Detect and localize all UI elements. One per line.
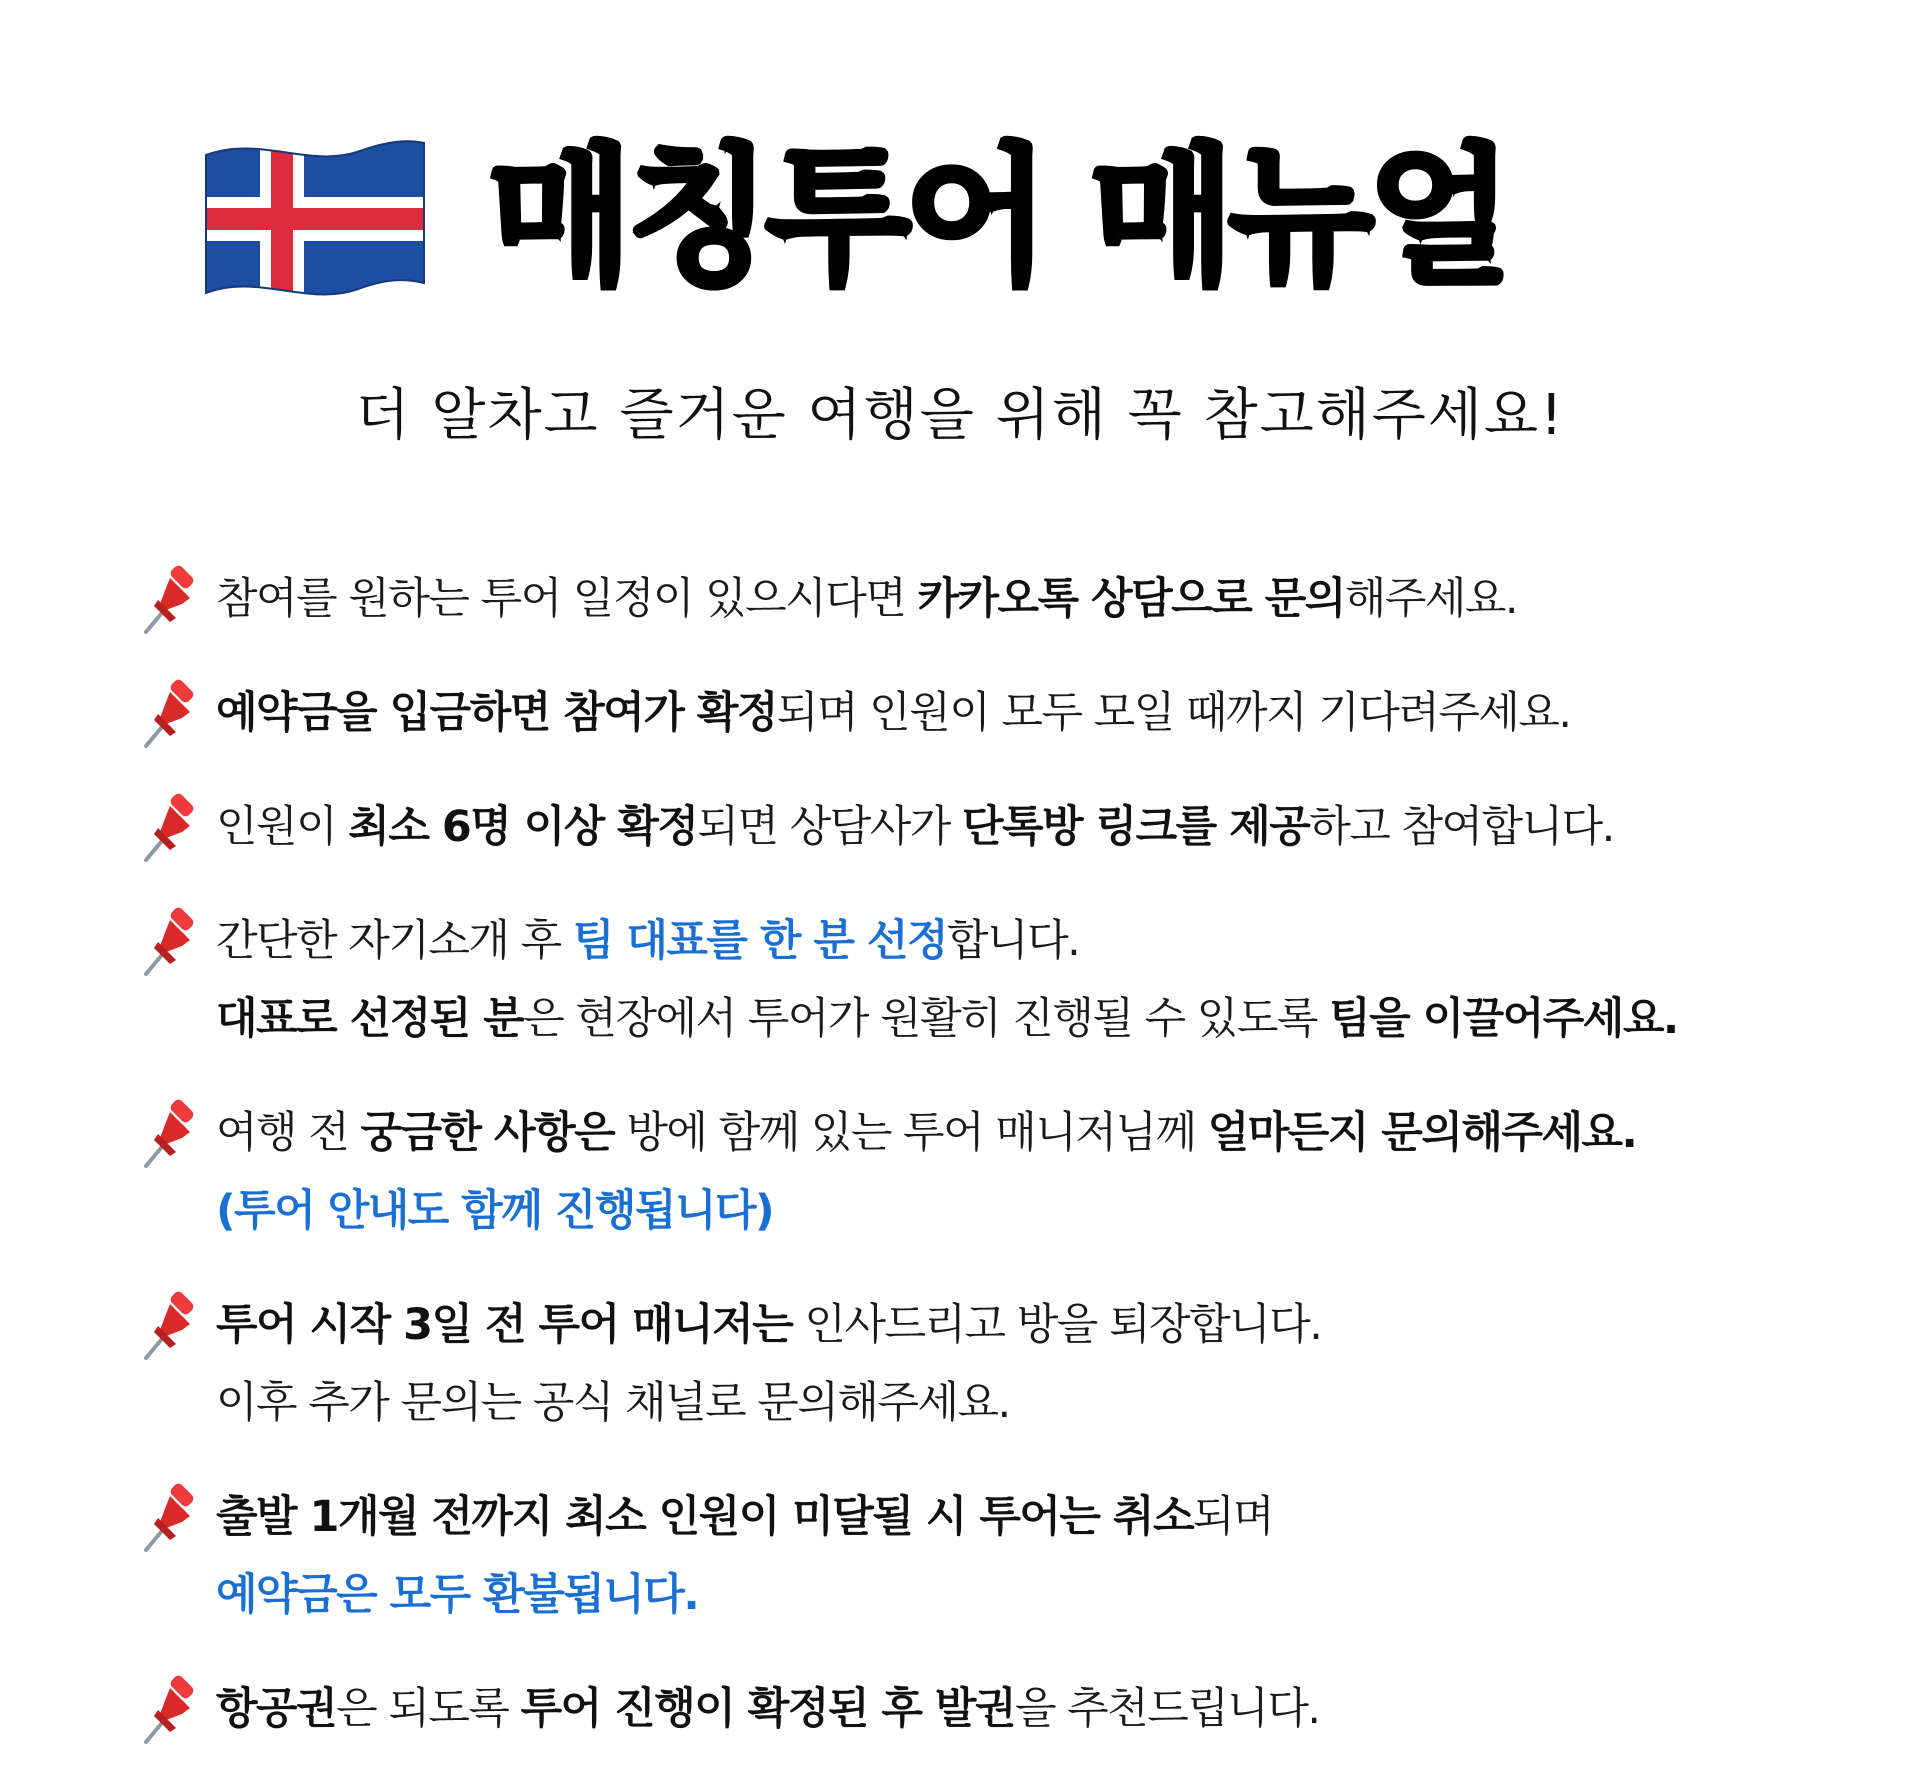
pushpin-icon [140,792,204,864]
bold-text: 투어 시작 3일 전 투어 매니저는 [216,1300,793,1350]
list-item [140,1094,1840,1250]
body-text: 방에 함께 있는 투어 매니저님께 [614,1108,1208,1158]
list-item [140,1286,1840,1442]
list-item-line [216,1172,1840,1250]
body-text: 하고 참여합니다. [1309,802,1614,852]
list-item [140,1478,1840,1634]
bold-text: 출발 1개월 전까지 최소 인원이 미달될 시 투어는 취소 [216,1492,1193,1542]
list-item [140,560,1840,638]
iceland-flag-icon [200,133,430,303]
pushpin-icon [140,1098,204,1170]
list-item-line [216,1286,1840,1364]
list-item [140,674,1840,752]
body-text: 인사드리고 방을 퇴장합니다. [792,1300,1322,1350]
body-text: 되며 [1192,1492,1274,1542]
pushpin-icon [140,1290,204,1362]
highlight-text: 팀 대표를 한 분 선정 [572,916,947,966]
list-item-line [216,1364,1840,1442]
bold-text: 단톡방 링크를 제공 [961,802,1310,852]
pushpin-icon [140,564,204,636]
body-text: 해주세요. [1344,574,1518,624]
body-text: 참여를 원하는 투어 일정이 있으시다면 [216,574,918,624]
body-text: 되면 상담사가 [697,802,962,852]
body-text: 인원이 [216,802,349,852]
title-row [200,118,1740,318]
bold-text: 팀을 이끌어주세요. [1329,994,1678,1044]
bold-text: 항공권 [216,1684,337,1734]
bold-text: 예약금을 입금하면 참여가 확정 [216,688,777,738]
highlight-text: (투어 안내도 함께 진행됩니다) [216,1186,774,1236]
bold-text: 카카오톡 상담으로 문의 [917,574,1345,624]
bold-text: 얼마든지 문의해주세요. [1207,1108,1637,1158]
subtitle: 더 알차고 즐거운 여행을 위해 꼭 참고해주세요! [355,383,1565,448]
subtitle-highlight [349,385,1570,447]
bold-text: 궁금한 사항은 [360,1108,615,1158]
list-item-line [216,902,1840,980]
manual-list [140,560,1840,1784]
bold-text: 최소 6명 이상 확정 [348,802,698,852]
list-item [140,1670,1840,1748]
page-title: 매칭투어 매뉴얼 [488,131,1507,305]
body-text: 을 추천드립니다. [1014,1684,1320,1734]
list-item-line [216,788,1840,866]
body-text: 은 현장에서 투어가 원활히 진행될 수 있도록 [523,994,1330,1044]
list-item-line [216,980,1840,1058]
bold-text: 투어 진행이 확정된 후 발권 [520,1684,1015,1734]
subtitle-container [0,385,1920,447]
body-text: 이후 추가 문의는 공식 채널로 문의해주세요. [216,1378,1010,1428]
bold-text: 대표로 선정된 분 [216,994,524,1044]
list-item [140,788,1840,866]
body-text: 은 되도록 [336,1684,521,1734]
pushpin-icon [140,678,204,750]
list-item-line [216,1478,1840,1556]
pushpin-icon [140,906,204,978]
list-item-line [216,560,1840,638]
list-item [140,902,1840,1058]
list-item-line [216,1670,1840,1748]
body-text: 여행 전 [216,1108,361,1158]
list-item-line [216,674,1840,752]
list-item-line [216,1556,1840,1634]
body-text: 간단한 자기소개 후 [216,916,573,966]
list-item-line [216,1094,1840,1172]
pushpin-icon [140,1482,204,1554]
body-text: 되며 인원이 모두 모일 때까지 기다려주세요. [776,688,1571,738]
body-text: 합니다. [947,916,1080,966]
highlight-text: 예약금은 모두 환불됩니다. [216,1570,699,1620]
